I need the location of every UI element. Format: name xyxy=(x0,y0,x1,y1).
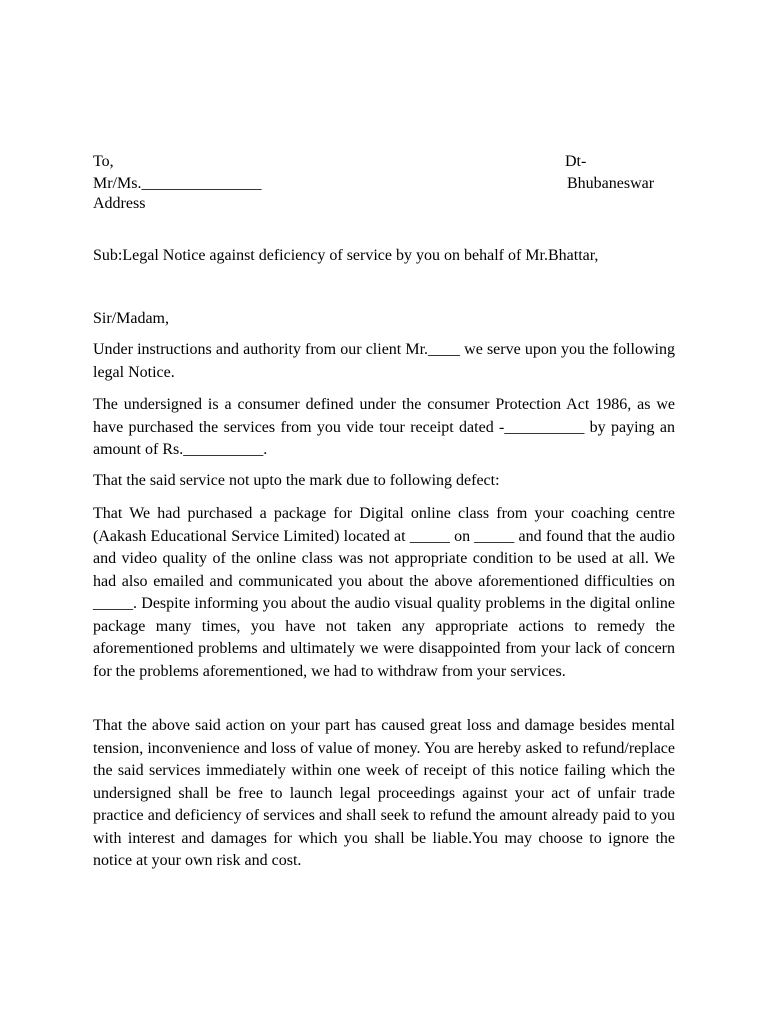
paragraph-defect-details: That We had purchased a package for Digital online class from your coaching centre (Aakash Educational Service Limited) located at _____ on _____ and found that the audio and video quality of the online class was not appropriate condition to be used at all. We had also emailed and communicated you about the above aforementioned difficulties on _____. Despite informing you about the audio visual quality problems in the digital online package many times, you have not taken any appropriate actions to remedy the aforementioned problems and ultimately we were disappointed from your lack of concern for the problems aforementioned, we had to withdraw from your services. xyxy=(93,505,675,680)
paragraph-consumer: The undersigned is a consumer defined under the consumer Protection Act 1986, as we have purchased the services from you vide tour receipt dated -__________ by paying an amount of Rs.__________. xyxy=(93,396,675,458)
paragraph-demand: That the above said action on your part has caused great loss and damage besides mental tension, inconvenience and loss of value of money. You are hereby asked to refund/replace the said services immediately within one week of receipt of this notice failing which the undersigned shall be free to launch legal proceedings against your act of unfair trade practice and deficiency of services and shall seek to refund the amount already paid to you with interest and damages for which you shall be liable.You may choose to ignore the notice at your own risk and cost. xyxy=(93,717,675,869)
salutation: Sir/Madam, xyxy=(93,310,169,327)
to-label: To, xyxy=(93,153,114,170)
subject-line: Sub:Legal Notice against deficiency of service by you on behalf of Mr.Bhattar, xyxy=(93,247,599,264)
city-label: Bhubaneswar xyxy=(567,175,655,192)
paragraph-instructions: Under instructions and authority from our client Mr.____ we serve upon you the following legal Notice. xyxy=(93,341,675,381)
date-label: Dt- xyxy=(565,153,587,170)
paragraph-defect-intro: That the said service not upto the mark due to following defect: xyxy=(93,472,500,489)
address-label: Address xyxy=(93,195,146,212)
recipient-line: Mr/Ms._______________ xyxy=(93,175,262,192)
